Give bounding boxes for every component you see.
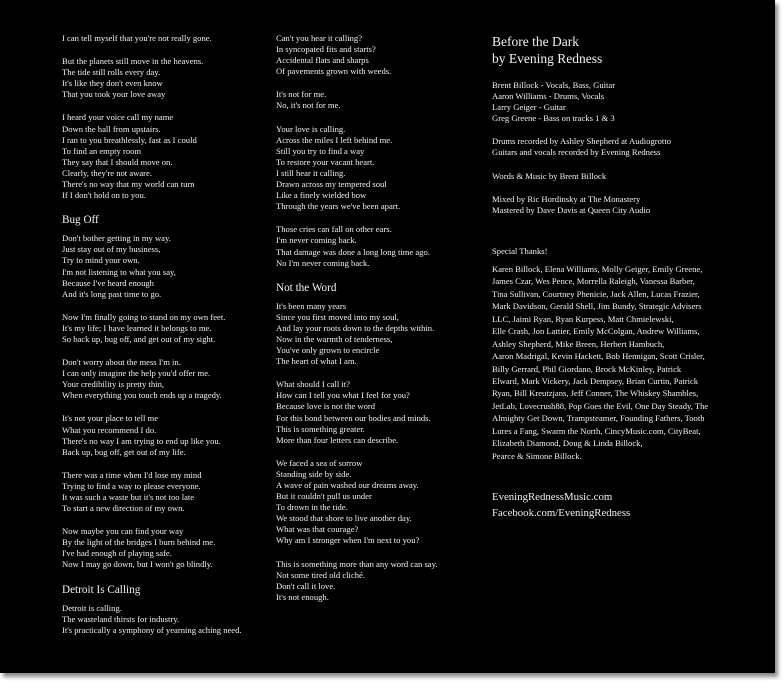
lyric-line: But the planets still move in the heavens. bbox=[62, 56, 204, 67]
lyric-line: What should I call it? bbox=[276, 379, 350, 390]
lyric-stanza bbox=[62, 526, 267, 570]
lyrics-column-2 bbox=[276, 33, 481, 615]
lyric-line: It's like they don't even know bbox=[62, 78, 163, 89]
lyric-line: And lay your roots down to the depths within. bbox=[276, 322, 435, 333]
lyric-line: Across the miles I left behind me. bbox=[276, 134, 393, 145]
lyric-stanza bbox=[276, 559, 481, 603]
lyric-stanza bbox=[62, 603, 267, 636]
thanks-line: Tina Sullivan, Courtney Phenicie, Jack Allen, Lucas Frazier, bbox=[492, 288, 700, 299]
lyric-line: No I'm never coming back. bbox=[276, 257, 370, 268]
website-links bbox=[492, 489, 752, 521]
lyric-line: Just stay out of my business, bbox=[62, 244, 161, 255]
credit-block bbox=[492, 136, 752, 158]
lyric-line: Still you try to find a way bbox=[276, 145, 365, 156]
lyric-line: Standing side by side. bbox=[276, 468, 352, 479]
thanks-line: Mark Davidson, Gerald Shell, Jim Bundy, Strategic Advisers bbox=[492, 301, 702, 312]
lyric-stanza bbox=[62, 112, 267, 201]
lyric-line: Now I'm finally going to stand on my own feet. bbox=[62, 311, 226, 322]
lyric-line: This is something greater. bbox=[276, 423, 365, 434]
credit-line: Mastered by Dave Davis at Queen City Audio bbox=[492, 204, 651, 215]
lyrics-column-1 bbox=[62, 33, 267, 648]
lyric-line: Clearly, they're not aware. bbox=[62, 167, 152, 178]
song-title: Detroit Is Calling bbox=[62, 583, 141, 596]
lyric-line: There was a time when I'd lose my mind bbox=[62, 469, 202, 480]
lyric-line: No, it's not for me. bbox=[276, 100, 341, 111]
lyric-stanza bbox=[62, 357, 267, 401]
lyric-line: You've only grown to encircle bbox=[276, 345, 380, 356]
lyric-line: Now in the warmth of tenderness, bbox=[276, 333, 393, 344]
lyric-stanza bbox=[62, 470, 267, 514]
lyric-line: There's no way I am trying to end up like you. bbox=[62, 435, 221, 446]
lyric-stanza bbox=[276, 124, 481, 213]
lyric-line: Because love is not the word bbox=[276, 401, 376, 412]
lyric-line: Detroit is calling. bbox=[62, 602, 122, 613]
lyric-line: To drown in the tide. bbox=[276, 502, 348, 513]
lyric-line: Don't worry about the mess I'm in. bbox=[62, 357, 181, 368]
lyric-line: Try to mind your own. bbox=[62, 255, 140, 266]
lyric-line: How can I tell you what I feel for you? bbox=[276, 390, 410, 401]
lyric-line: It was such a waste but it's not too late bbox=[62, 492, 195, 502]
website-link: Facebook.com/EveningRedness bbox=[492, 507, 631, 520]
lyric-line: I'm not listening to what you say, bbox=[62, 266, 176, 277]
lyric-line: Don't call it love. bbox=[276, 580, 336, 591]
thanks-line: Billy Gerrard, Phil Giordano, Brock McKinley, Patrick bbox=[492, 363, 682, 374]
thanks-line: Elward, Mark Vickery, Jack Dempsey, Brian Curtin, Patrick bbox=[492, 376, 699, 387]
lyric-line: And it's long past time to go. bbox=[62, 288, 162, 299]
song-title: Bug Off bbox=[62, 214, 99, 227]
lyric-line: That you took your love away bbox=[62, 89, 166, 100]
lyric-line: Your love is calling. bbox=[276, 123, 346, 134]
lyric-line: That damage was done a long long time ago. bbox=[276, 246, 430, 257]
lyric-line: It's not your place to tell me bbox=[62, 413, 159, 424]
thanks-line: Aaron Madrigal, Kevin Hackett, Bob Hennigan, Scott Crisler, bbox=[492, 351, 705, 362]
lyric-stanza bbox=[62, 233, 267, 300]
lyric-line: Trying to find a way to please everyone. bbox=[62, 480, 201, 491]
lyric-line: What was that courage? bbox=[276, 524, 359, 535]
thanks-line: Ryan, Bill Kreutzjans, Jeff Conner, The Whiskey Shambles, bbox=[492, 388, 699, 399]
lyric-line: Not some tired old cliché. bbox=[276, 569, 366, 580]
lyric-line: Through the years we've been apart. bbox=[276, 201, 401, 212]
lyric-stanza bbox=[276, 458, 481, 547]
lyric-stanza bbox=[276, 379, 481, 446]
lyric-line: Like a finely wielded bow bbox=[276, 190, 367, 201]
lyric-line: Those cries can fall on other ears. bbox=[276, 224, 392, 235]
lyric-stanza bbox=[62, 33, 267, 44]
lyric-line: Now maybe you can find your way bbox=[62, 526, 184, 537]
credit-block bbox=[492, 171, 752, 182]
lyric-line: When everything you touch ends up a tragedy. bbox=[62, 390, 222, 401]
lyric-line: In syncopated fits and starts? bbox=[276, 44, 376, 55]
thanks-line: James Czar, Wes Pence, Morrella Raleigh, Vanessa Barber, bbox=[492, 276, 695, 287]
website-link: EveningRednessMusic.com bbox=[492, 491, 613, 504]
lyric-line: But it couldn't pull us under bbox=[276, 491, 372, 502]
lyric-line: Why am I stronger when I'm next to you? bbox=[276, 535, 420, 546]
thanks-line: Pearce & Simone Billock. bbox=[492, 450, 582, 461]
lyric-line: There's no way that my world can turn bbox=[62, 179, 195, 190]
credit-line: Larry Geiger - Guitar bbox=[492, 102, 566, 113]
thanks-line: Ashley Shepherd, Mike Breen, Herbert Hambuch, bbox=[492, 338, 665, 349]
thanks-line: Karen Billock, Elena Williams, Molly Geiger, Emily Greene, bbox=[492, 263, 703, 274]
lyric-stanza bbox=[276, 301, 481, 368]
credit-line: Words & Music by Brent Billock bbox=[492, 170, 607, 181]
credit-line: Mixed by Ric Hordinsky at The Monastery bbox=[492, 193, 641, 204]
credit-line: Aaron Williams - Drums, Vocals bbox=[492, 91, 605, 102]
lyric-line: I still hear it calling. bbox=[276, 167, 346, 178]
lyric-line: Now I may go down, but I won't go blindly. bbox=[62, 559, 213, 570]
lyric-line: Down the hall from upstairs. bbox=[62, 123, 161, 134]
lyric-stanza bbox=[62, 56, 267, 100]
lyric-stanza bbox=[276, 33, 481, 77]
lyric-line: Since you first moved into my soul, bbox=[276, 311, 399, 322]
thanks-line: Elle Crash, Jon Lattier, Emily McColgan, Andrew Williams, bbox=[492, 326, 700, 337]
lyric-line: Drawn across my tempered soul bbox=[276, 179, 387, 190]
lyric-line: For this bond between our bodies and minds. bbox=[276, 412, 431, 423]
lyric-line: A wave of pain washed our dreams away. bbox=[276, 480, 419, 490]
lyric-line: Accidental flats and sharps bbox=[276, 55, 369, 66]
lyric-line: Your credibility is pretty thin, bbox=[62, 379, 165, 390]
lyric-line: I ran to you breathlessly, fast as I could bbox=[62, 134, 197, 145]
lyric-line: More than four letters can describe. bbox=[276, 434, 399, 445]
lyric-line: It's not for me. bbox=[276, 89, 327, 100]
lyric-line: To start a new direction of my own. bbox=[62, 503, 185, 514]
credit-line: Greg Greene - Bass on tracks 1 & 3 bbox=[492, 113, 615, 124]
lyric-line: It's not enough. bbox=[276, 591, 329, 602]
lyric-line: The heart of what I am. bbox=[276, 356, 357, 367]
credit-block bbox=[492, 80, 752, 124]
lyric-line: I heard your voice call my name bbox=[62, 112, 174, 123]
lyric-line: Back up, bug off, get out of my life. bbox=[62, 446, 186, 457]
thanks-line: Almighty Get Down, Trampsteamer, Founding Fathers, Tooth bbox=[492, 413, 705, 424]
special-thanks-list bbox=[492, 263, 752, 462]
thanks-line: JetLab, Lovecrush88, Pop Goes the Evil, One Day Steady, The bbox=[492, 400, 709, 411]
lyric-line: By the light of the bridges I burn behind me. bbox=[62, 537, 216, 548]
credit-line: Drums recorded by Ashley Shepherd at Audiogrotto bbox=[492, 136, 672, 147]
lyric-line: The wasteland thirsts for industry. bbox=[62, 613, 180, 624]
lyric-line: I've had enough of playing safe. bbox=[62, 548, 172, 559]
credit-line: Brent Billock - Vocals, Bass, Guitar bbox=[492, 80, 616, 90]
lyric-line: It's been many years bbox=[276, 300, 347, 311]
special-thanks-heading: Special Thanks! bbox=[492, 245, 548, 256]
thanks-line: Elizabeth Diamond, Doug & Linda Billock, bbox=[492, 438, 643, 449]
lyric-line: If I don't hold on to you. bbox=[62, 190, 146, 201]
lyric-line: We faced a sea of sorrow bbox=[276, 457, 363, 468]
lyric-stanza bbox=[62, 413, 267, 457]
lyric-stanza bbox=[62, 312, 267, 345]
song-title: Not the Word bbox=[276, 281, 337, 294]
lyric-line: I'm never coming back. bbox=[276, 235, 357, 246]
album-title-line: Before the Dark bbox=[492, 34, 579, 49]
lyric-line: To restore your vacant heart. bbox=[276, 156, 375, 167]
lyric-line: Of pavements grown with weeds. bbox=[276, 66, 392, 77]
lyric-line: So back up, bug off, and get out of my sight. bbox=[62, 333, 216, 344]
lyric-line: The tide still rolls every day. bbox=[62, 67, 161, 78]
lyric-line: I can only imagine the help you'd offer me. bbox=[62, 368, 211, 379]
thanks-line: Lures a Fang, Swarm the North, CincyMusic.com, CityBeat, bbox=[492, 425, 701, 436]
credits bbox=[492, 80, 752, 216]
thanks-line: LLC, Jaimi Ryan, Ryan Kurpess, Matt Chmielewski, bbox=[492, 313, 674, 324]
lyric-line: What you recommend I do. bbox=[62, 424, 157, 435]
credits-column bbox=[492, 33, 752, 521]
lyric-line: Can't you hear it calling? bbox=[276, 33, 363, 43]
lyric-line: We stood that shore to live another day. bbox=[276, 513, 412, 524]
album-title bbox=[492, 33, 752, 67]
lyric-stanza bbox=[276, 89, 481, 111]
lyric-line: Because I've heard enough bbox=[62, 277, 154, 288]
lyric-line: To find an empty room bbox=[62, 145, 142, 156]
credit-block bbox=[492, 194, 752, 216]
album-artist-line: by Evening Redness bbox=[492, 51, 603, 66]
lyric-line: They say that I should move on. bbox=[62, 156, 173, 167]
lyric-line: It's my life; I have learned it belongs to me. bbox=[62, 322, 212, 333]
lyric-line: I can tell myself that you're not really gone. bbox=[62, 33, 212, 43]
credit-line: Guitars and vocals recorded by Evening Redness bbox=[492, 147, 661, 158]
lyric-line: This is something more than any word can say. bbox=[276, 558, 438, 569]
lyric-stanza bbox=[276, 224, 481, 268]
lyric-line: It's practically a symphony of yearning aching need. bbox=[62, 624, 242, 635]
lyric-line: Don't bother getting in my way. bbox=[62, 233, 171, 244]
